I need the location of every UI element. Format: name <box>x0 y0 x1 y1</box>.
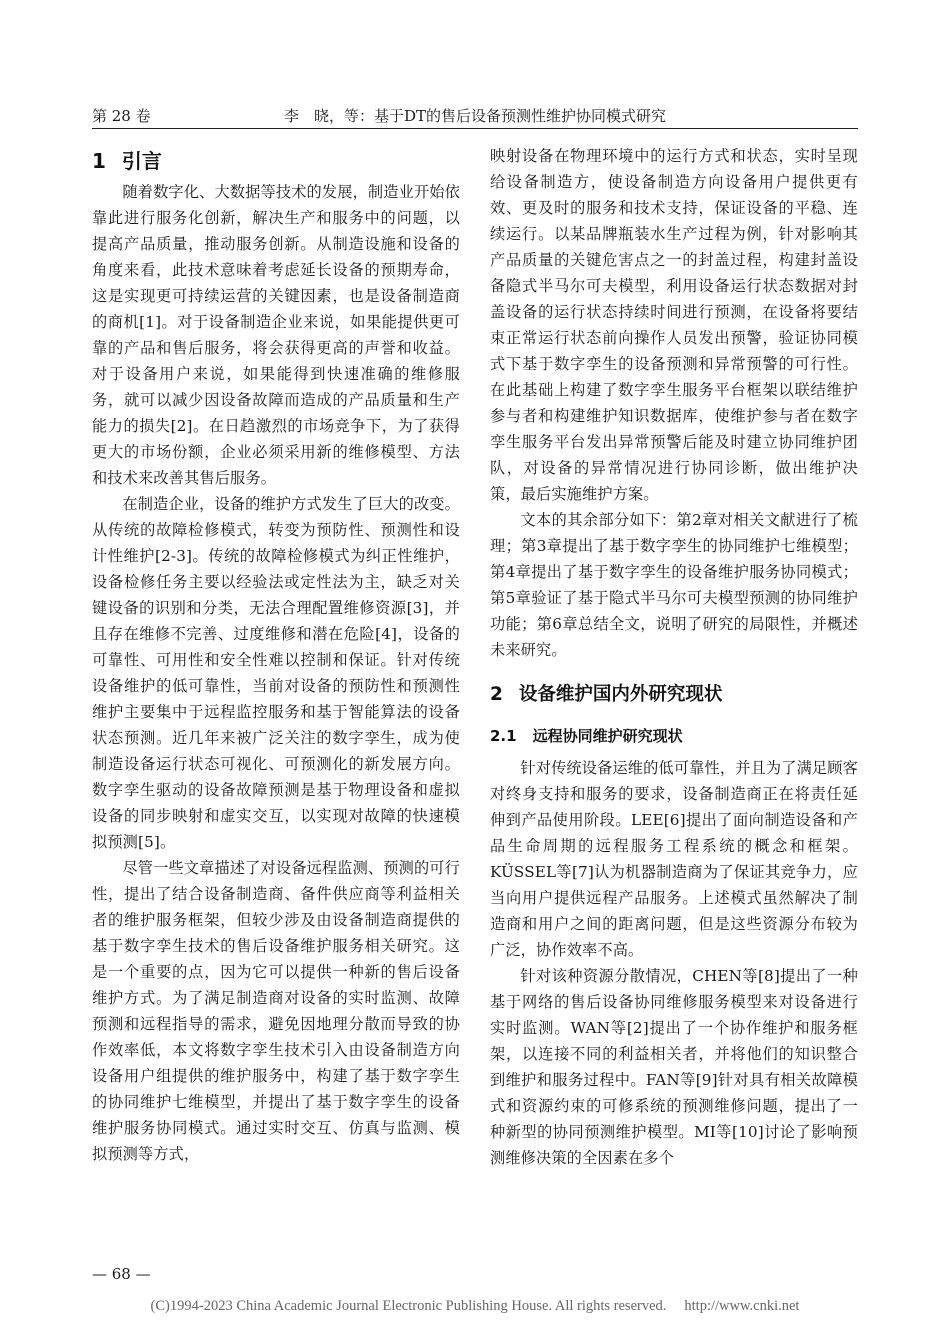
running-title: 李 晓，等：基于DT的售后设备预测性维护协同模式研究 <box>284 107 667 125</box>
paragraph: 文本的其余部分如下：第2章对相关文献进行了梳理；第3章提出了基于数字孪生的协同维护七维模型；第4章提出了基于数字孪生的设备维护服务协同模式；第5章验证了基于隐式半马尔可夫模型预测的协同维护功能；第6章总结全文，说明了研究的局限性，并概述未来研究。 <box>490 511 858 659</box>
subsection-title: 远程协同维护研究现状 <box>532 727 683 745</box>
copyright-text: (C)1994-2023 China Academic Journal Electronic Publishing House. All rights reserved. <box>150 1298 667 1314</box>
paragraph: 随着数字化、大数据等技术的发展，制造业开始依靠此进行服务化创新，解决生产和服务中的问题，以提高产品质量，推动服务创新。从制造设施和设备的角度来看，此技术意味着考虑延长设备的预期寿命，这是实现更可持续运营的关键因素，也是设备制造商的商机[1]。对于设备制造企业来说，如果能提供更可靠的产品和售后服务，将会获得更高的声誉和收益。对于设备用户来说，如果能得到快速准确的维修服务，就可以减少因设备故障而造成的产品质量和生产能力的损失[2]。在日趋激烈的市场竞争下，为了获得更大的市场份额，企业必须采用新的维修模型、方法和技术来改善其售后服务。 <box>92 183 460 487</box>
paragraph: 针对该种资源分散情况，CHEN等[8]提出了一种基于网络的售后设备协同维修服务模型来对设备进行实时监测。WAN等[2]提出了一个协作维护和服务框架，以连接不同的利益相关者，并将他们的知识整合到维护和服务过程中。FAN等[9]针对具有相关故障模式和资源约束的可修系统的预测维修问题，提出了一种新型的协同预测维护模型。MI等[10]讨论了影响预测维修决策的全因素在多个 <box>490 967 858 1167</box>
header-rule <box>92 128 858 129</box>
right-column <box>490 143 858 1171</box>
subsection-2-1-heading <box>490 723 858 749</box>
section-1-heading <box>92 143 460 179</box>
section-number: 1 <box>92 149 106 173</box>
journal-volume: 第 28 卷 <box>92 107 151 125</box>
paragraph: 针对传统设备运维的低可靠性，并且为了满足顾客对终身支持和服务的要求，设备制造商正在将责任延伸到产品使用阶段。LEE[6]提出了面向制造设备和产品生命周期的远程服务工程系统的概念和框架。KÜSSEL等[7]认为机器制造商为了保证其竞争力，应当向用户提供远程产品服务。上述模式虽然解决了制造商和用户之间的距离问题，但是这些资源分布较为广泛，协作效率不高。 <box>490 759 858 959</box>
copyright-footer <box>0 1296 950 1316</box>
paragraph: 尽管一些文章描述了对设备远程监测、预测的可行性，提出了结合设备制造商、备件供应商等利益相关者的维护服务框架，但较少涉及由设备制造商提供的基于数字孪生技术的售后设备维护服务相关研究。这是一个重要的点，因为它可以提供一种新的售后设备维护方式。为了满足制造商对设备的实时监测、故障预测和远程指导的需求，避免因地理分散而导致的协作效率低，本文将数字孪生技术引入由设备制造方向设备用户组提供的维护服务中，构建了基于数字孪生的协同维护七维模型，并提出了基于数字孪生的设备维护服务协同模式。通过实时交互、仿真与监测、模拟预测等方式， <box>92 859 460 1163</box>
paragraph: 在制造企业，设备的维护方式发生了巨大的改变。从传统的故障检修模式，转变为预防性、预测性和设计性维护[2-3]。传统的故障检修模式为纠正性维护，设备检修任务主要以经验法或定性法为主，缺乏对关键设备的识别和分类，无法合理配置维修资源[3]，并且存在维修不完善、过度维修和潜在危险[4]，设备的可靠性、可用性和安全性难以控制和保证。针对传统设备维护的低可靠性，当前对设备的预防性和预测性维护主要集中于远程监控服务和基于智能算法的设备状态预测。近几年来被广泛关注的数字孪生，成为使制造设备运行状态可视化、可预测化的新发展方向。数字孪生驱动的设备故障预测是基于物理设备和虚拟设备的同步映射和虚实交互，以实现对故障的快速模拟预测[5]。 <box>92 495 460 851</box>
section-title: 引言 <box>121 149 162 173</box>
section-2-heading <box>490 677 858 713</box>
footer-url: http://www.cnki.net <box>684 1298 800 1314</box>
paragraph-continued: 映射设备在物理环境中的运行方式和状态，实时呈现给设备制造方，使设备制造方向设备用户提供更有效、更及时的服务和技术支持，保证设备的平稳、连续运行。以某品牌瓶装水生产过程为例，针对影响其产品质量的关键危害点之一的封盖过程，构建封盖设备隐式半马尔可夫模型，利用设备运行状态数据对封盖设备的运行状态持续时间进行预测，在设备将要结束正常运行状态前向操作人员发出预警，验证协同模式下基于数字孪生的设备预测和异常预警的可行性。在此基础上构建了数字孪生服务平台框架以联结维护参与者和构建维护知识数据库，使维护参与者在数字孪生服务平台发出异常预警后能及时建立协同维护团队，对设备的异常情况进行协同诊断，做出维护决策，最后实施维护方案。 <box>490 147 858 503</box>
running-head <box>92 104 858 128</box>
subsection-number: 2.1 <box>490 727 517 745</box>
page-number: — 68 — <box>92 1265 151 1283</box>
section-title: 设备维护国内外研究现状 <box>518 684 723 705</box>
left-column <box>92 143 460 1167</box>
section-number: 2 <box>490 684 503 705</box>
